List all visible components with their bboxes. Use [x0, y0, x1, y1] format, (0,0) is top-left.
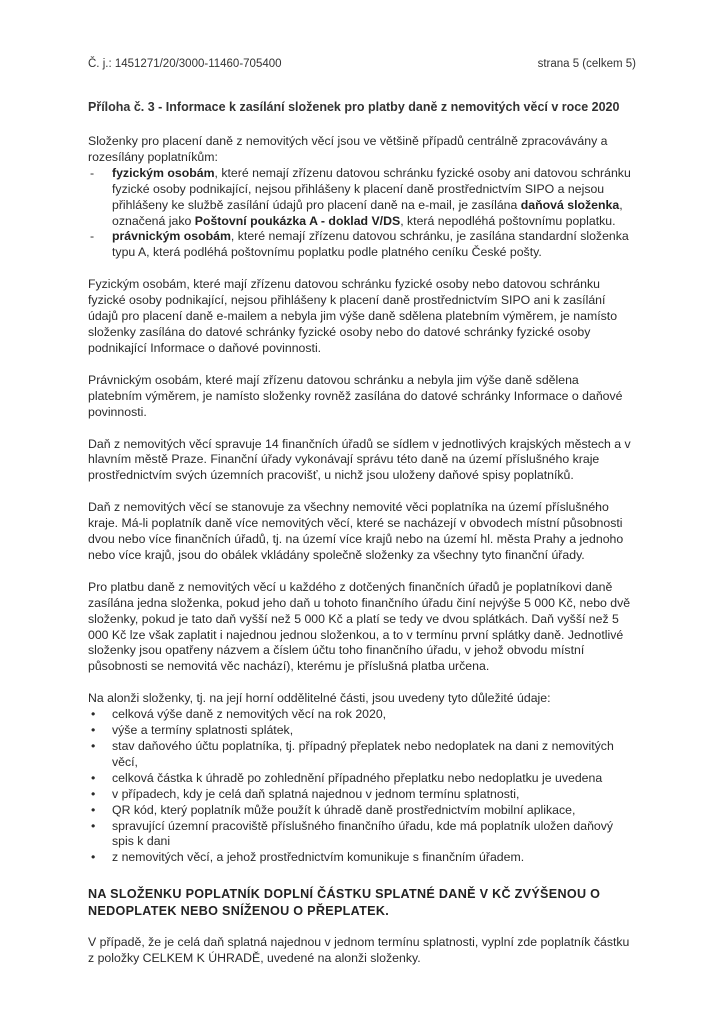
reference-number: Č. j.: 1451271/20/3000-11460-705400	[88, 58, 282, 70]
paragraph-5: Pro platbu daně z nemovitých věcí u každého z dotčených finančních úřadů je poplatníkovi daně zasílána jedna složenka, pokud jeho daň u tohoto finančního úřadu činí nejvýše 5 000 Kč, nebo dvě složenky, pokud je tato daň vyšší než 5 000 Kč a platí se tedy ve dvou splátkách. Daň vyšší než 5 000 Kč lze však zaplatit i najednou jednou složenkou, a to v termínu první splátky daně. Jednotlivé složenky jsou opatřeny názvem a číslem účtu toho finančního úřadu, v jehož obvodu místní působnosti se nemovitá věc nachází), kterému je příslušná platba určena.	[88, 579, 631, 674]
page-number: strana 5 (celkem 5)	[537, 58, 636, 70]
list-item-natural-persons: - fyzickým osobám, které nemají zřízenu datovou schránku fyzické osoby ani datovou schránku fyzické osoby podnikající, nejsou přihlášeny k placení daně prostřednictvím SIPO a nejsou přihlášeny ke službě zasílání údajů pro placení daně na e-mail, je zasílána daňová složenka, označená jako Poštovní poukázka A - doklad V/DS, která nepodléhá poštovnímu poplatku.	[88, 166, 636, 230]
list-item: • z nemovitých věcí, a jehož prostřednictvím komunikuje s finančním úřadem.	[88, 850, 636, 866]
list-item-legal-persons: - právnickým osobám, které nemají zřízenu datovou schránku, je zasílána standardní složenka typu A, která podléhá poštovnímu poplatku podle platného ceníku České pošty.	[88, 229, 636, 261]
annex-title: Příloha č. 3 - Informace k zasílání složenek pro platby daně z nemovitých věcí v roce 2020	[88, 100, 620, 114]
list-item: • QR kód, který poplatník může použít k úhradě daně prostřednictvím mobilní aplikace,	[88, 803, 636, 819]
paragraph-1: Fyzickým osobám, které mají zřízenu datovou schránku fyzické osoby nebo datovou schránku fyzické osoby podnikající, nejsou přihlášeny k placení daně prostřednictvím SIPO ani k zasílání údajů pro placení daně e-mailem a nebyla jim výše daně sdělena platebním výměrem, je namísto složenky zasílána do datové schránky fyzické osoby nebo do datové schránky fyzické osoby podnikající Informace o daňové povinnosti.	[88, 277, 618, 355]
emphasis-notice: NA SLOŽENKU POPLATNÍK DOPLNÍ ČÁSTKU SPLATNÉ DANĚ V KČ ZVÝŠENOU O NEDOPLATEK NEBO SNÍŽENOU O PŘEPLATEK.	[88, 887, 601, 918]
list-item: • výše a termíny splatnosti splátek,	[88, 723, 636, 739]
list-item: • v případech, kdy je celá daň splatná najednou v jednom termínu splatnosti,	[88, 787, 636, 803]
paragraph-2: Právnickým osobám, které mají zřízenu datovou schránku a nebyla jim výše daně sdělena platebním výměrem, je namísto složenky rovněž zasílána do datové schránky Informace o daňové povinnosti.	[88, 372, 623, 419]
paragraph-3: Daň z nemovitých věcí spravuje 14 finančních úřadů se sídlem v jednotlivých krajských městech a v hlavním městě Praze. Finanční úřady vykonávají správu této daně na území příslušného kraje prostřednictvím svých územních pracovišť, u nichž jsou uloženy daňové spisy poplatníků.	[88, 436, 631, 483]
intro-paragraph: Složenky pro placení daně z nemovitých věcí jsou ve většině případů centrálně zpracovávány a rozesílány poplatníkům:	[88, 134, 608, 164]
allonge-details-list	[88, 707, 636, 866]
list-item: • stav daňového účtu poplatníka, tj. případný přeplatek nebo nedoplatek na dani z nemovitých věcí,	[88, 739, 636, 771]
page-header	[88, 58, 636, 70]
paragraph-7: V případě, že je celá daň splatná najednou v jednom termínu splatnosti, vyplní zde poplatník částku z položky CELKEM K ÚHRADĚ, uvedené na alonži složenky.	[88, 935, 630, 966]
list-item: • spravující územní pracoviště příslušného finančního úřadu, kde má poplatník uložen daňový spis k dani	[88, 819, 636, 851]
paragraph-4: Daň z nemovitých věcí se stanovuje za všechny nemovité věci poplatníka na území příslušného kraje. Má-li poplatník daně více nemovitých věcí, které se nacházejí v obvodech místní působnosti dvou nebo více finančních úřadů, tj. na území více krajů nebo na území hl. města Prahy a jednoho nebo více krajů, jsou do obálek vkládány společně složenky za všechny tyto finanční úřady.	[88, 500, 624, 562]
list-item: • celková výše daně z nemovitých věcí na rok 2020,	[88, 707, 636, 723]
recipient-list	[88, 166, 636, 261]
paragraph-6: Na alonži složenky, tj. na její horní oddělitelné části, jsou uvedeny tyto důležité údaje:	[88, 691, 551, 706]
list-item: • celková částka k úhradě po zohlednění případného přeplatku nebo nedoplatku je uvedena	[88, 771, 636, 787]
